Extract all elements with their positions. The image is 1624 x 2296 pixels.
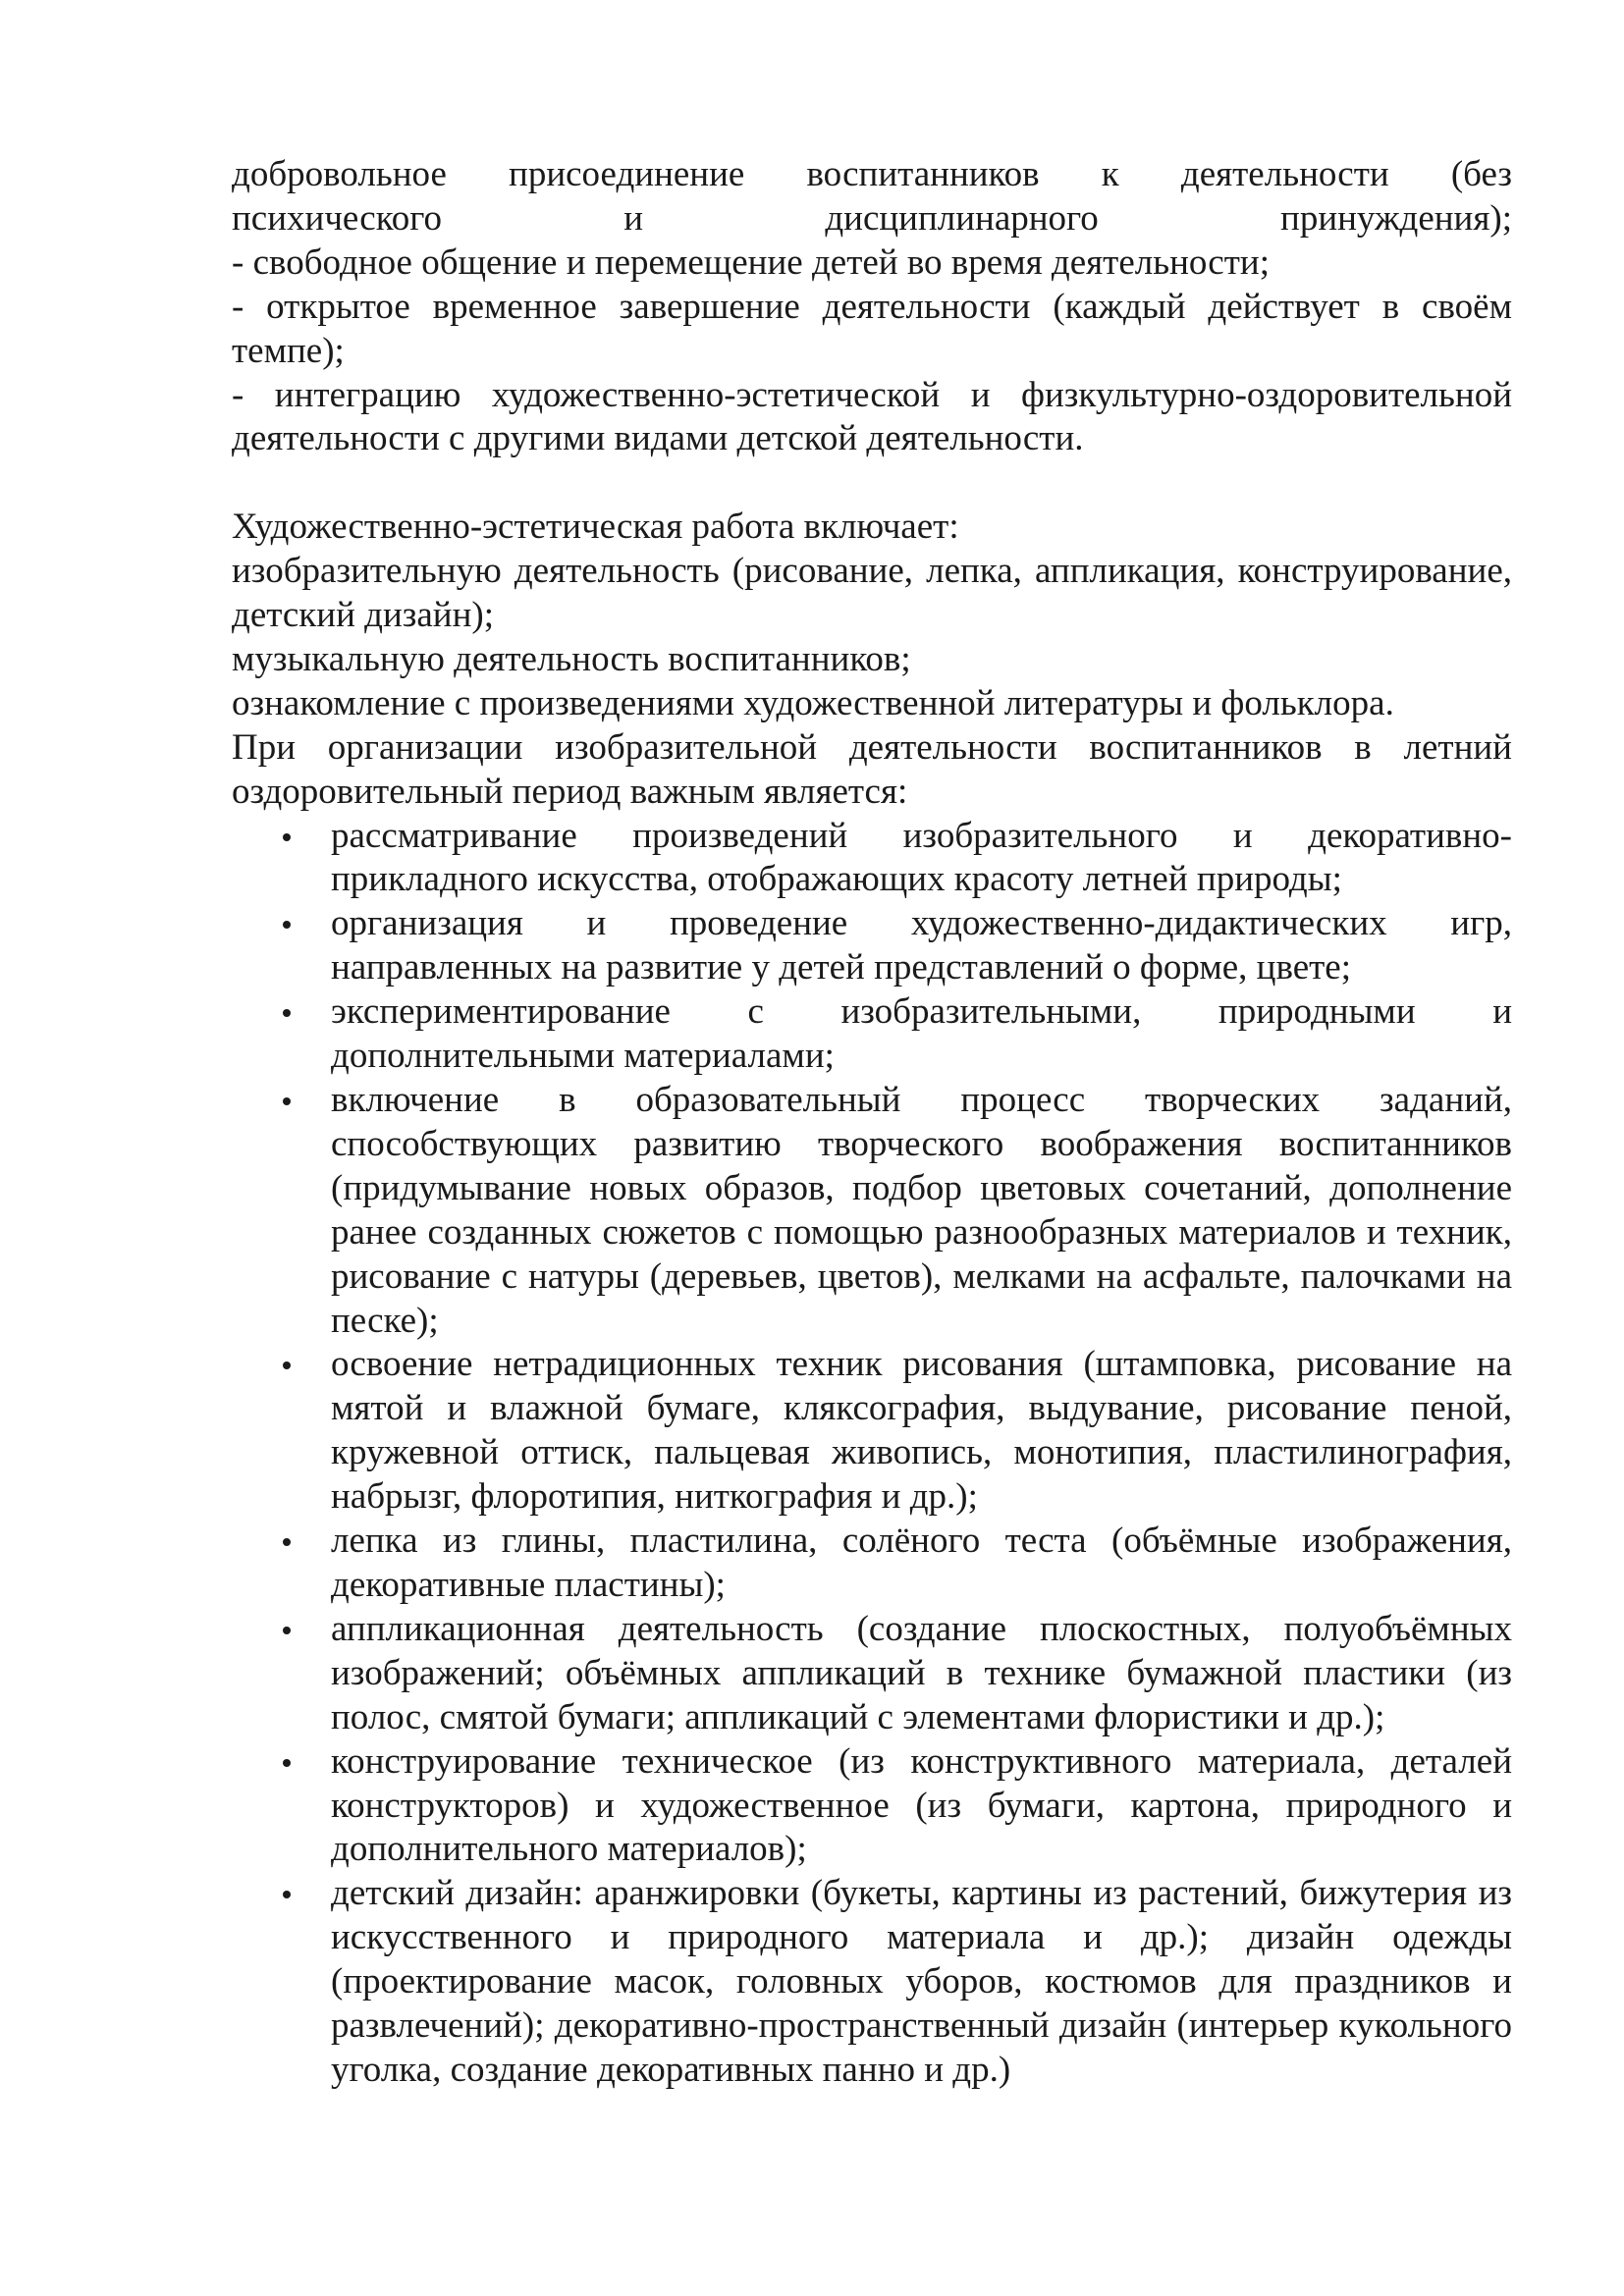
intro-word: к [1101, 154, 1119, 194]
list-item [232, 1740, 1512, 1873]
list-item [232, 1608, 1512, 1740]
intro-word: принуждения); [1280, 197, 1512, 239]
bullet-icon [283, 833, 291, 841]
list-item-text: экспериментирование с изобразительными, природными и дополнительными материалами; [331, 991, 1512, 1077]
intro-word: деятельности [1180, 154, 1389, 194]
intro-line-1 [232, 153, 1512, 197]
section-item: музыкальную деятельность воспитанников; [232, 638, 911, 679]
bullet-icon [283, 1627, 291, 1634]
bullet-icon [283, 1362, 291, 1369]
list-item [232, 1520, 1512, 1608]
list-item-text: детский дизайн: аранжировки (букеты, картины из растений, бижутерия из искусственного и природного материала и др.); дизайн одежды (проектирование масок, головных уборов, костюмов для праздников и развлечений); декоративно-пространственный дизайн (интерьер кукольного уголка, создание декоративных панно и др.) [331, 1873, 1512, 2090]
dash-item: - интеграцию художественно-эстетической и физкультурно-оздоровительной деятельности с другими видами детской деятельности. [232, 374, 1512, 459]
bullet-icon [283, 1891, 291, 1898]
bullet-icon [283, 1009, 291, 1017]
document-page [232, 153, 1512, 2093]
bullet-icon [283, 1759, 291, 1767]
section-item: ознакомление с произведениями художественной литературы и фольклора. [232, 682, 1394, 723]
intro-word: психического [232, 197, 443, 239]
list-item-text: лепка из глины, пластилина, солёного теста (объёмные изображения, декоративные пластины); [331, 1521, 1512, 1605]
intro-word: дисциплинарного [825, 197, 1099, 239]
bullet-icon [283, 1097, 291, 1105]
section-item: изобразительную деятельность (рисование, лепка, аппликация, конструирование, детский дизайн); [232, 551, 1512, 636]
intro-line-2 [232, 197, 1512, 241]
bullet-icon [283, 1538, 291, 1546]
intro-word: присоединение [509, 154, 745, 194]
list-item-text: конструирование техническое (из конструктивного материала, деталей конструкторов) и художественное (из бумаги, картона, природного и дополнительного материалов); [331, 1740, 1512, 1870]
bullet-list [232, 815, 1512, 2093]
list-item [232, 1343, 1512, 1520]
intro-word: (без [1450, 154, 1512, 194]
intro-word: воспитанников [806, 154, 1040, 194]
section-heading: Художественно-эстетическая работа включает: [232, 507, 959, 548]
list-item [232, 990, 1512, 1079]
list-item-text: организация и проведение художественно-дидактических игр, направленных на развитие у детей представлений о форме, цвете; [331, 903, 1512, 988]
list-item-text: включение в образовательный процесс творческих заданий, способствующих развитию творческого воображения воспитанников (придумывание новых образов, подбор цветовых сочетаний, дополнение ранее созданных сюжетов с помощью разнообразных материалов и техник, рисование с натуры (деревьев, цветов), мелками на асфальте, палочками на песке); [331, 1080, 1512, 1341]
dash-item: - открытое временное завершение деятельности (каждый действует в своём темпе); [232, 286, 1512, 371]
list-item [232, 902, 1512, 990]
list-item [232, 815, 1512, 903]
section-lead: При организации изобразительной деятельности воспитанников в летний оздоровительный период важным является: [232, 726, 1512, 812]
intro-word: и [623, 197, 644, 239]
list-item [232, 1079, 1512, 1343]
list-item-text: рассматривание произведений изобразительного и декоративно-прикладного искусства, отображающих красоту летней природы; [331, 815, 1512, 900]
intro-word: добровольное [232, 154, 447, 194]
list-item [232, 1872, 1512, 2093]
dash-item: - свободное общение и перемещение детей во время деятельности; [232, 241, 1270, 283]
bullet-icon [283, 921, 291, 929]
paragraph-gap [232, 461, 1512, 506]
list-item-text: аппликационная деятельность (создание плоскостных, полуобъёмных изображений; объёмных аппликаций в технике бумажной пластики (из полос, смятой бумаги; аппликаций с элементами флористики и др.); [331, 1608, 1512, 1737]
list-item-text: освоение нетрадиционных техник рисования (штамповка, рисование на мятой и влажной бумаге, кляксография, выдувание, рисование пеной, кружевной оттиск, пальцевая живопись, монотипия, пластилинография, набрызг, флоротипия, ниткография и др.); [331, 1344, 1512, 1518]
